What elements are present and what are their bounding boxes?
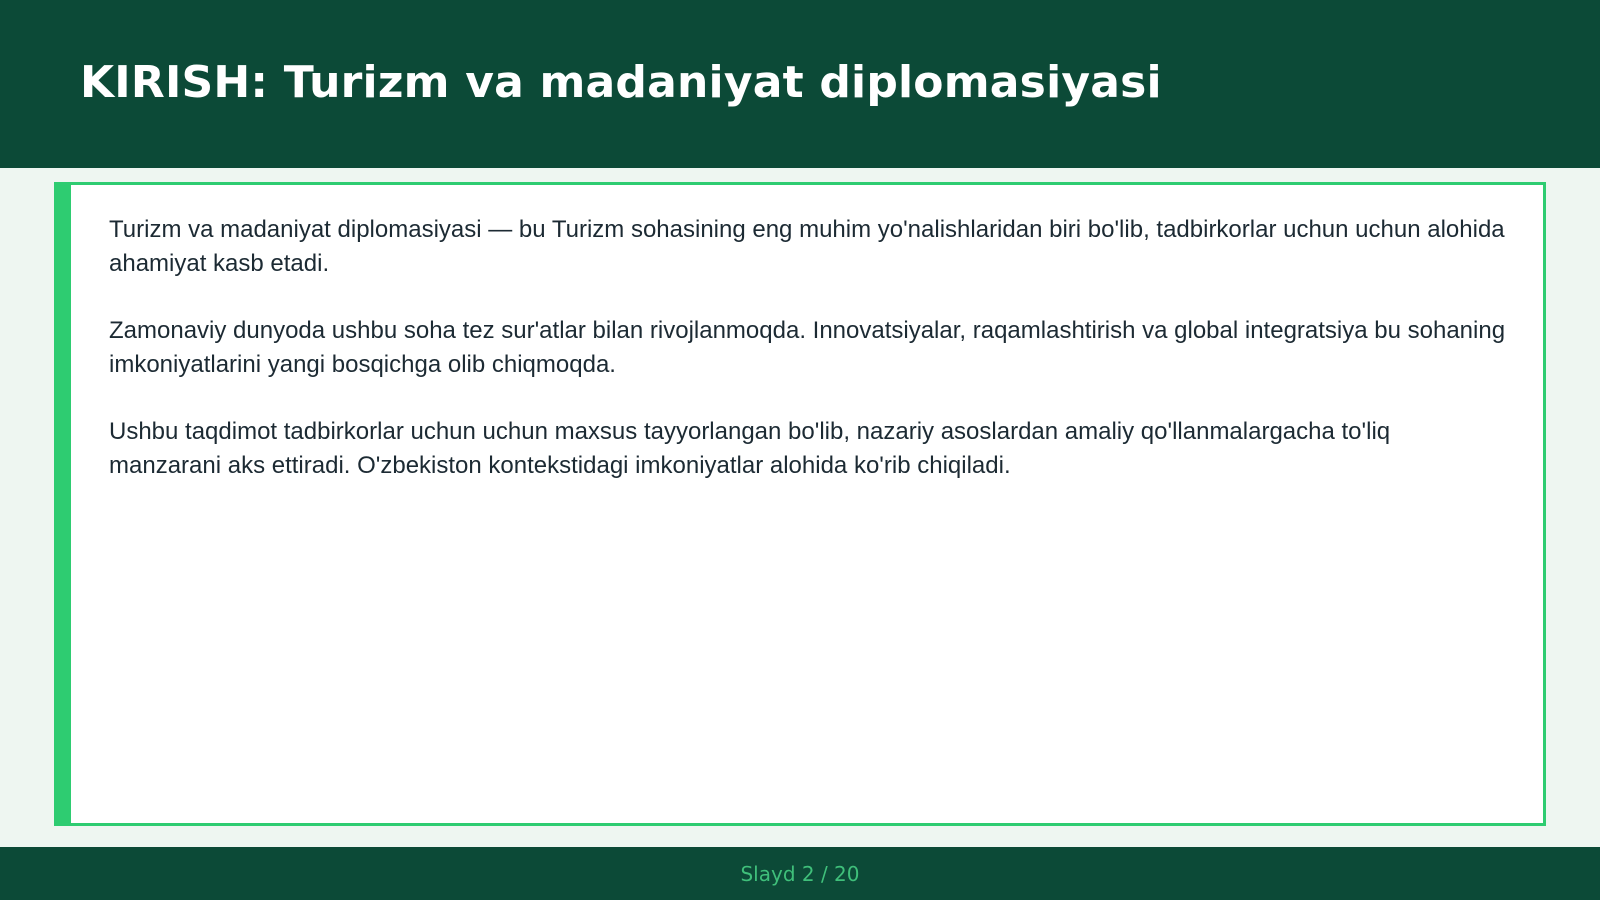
content-paragraph: Ushbu taqdimot tadbirkorlar uchun uchun maxsus tayyorlangan bo'lib, nazariy asoslardan amaliy qo'llanmalargacha to'liq manzarani aks ettiradi. O'zbekiston kontekstidagi imkoniyatlar alohida ko'rib chiqiladi. (109, 418, 1391, 479)
slide-title: KIRISH: Turizm va madaniyat diplomasiyasi (80, 56, 1162, 108)
slide-header (0, 0, 1600, 168)
content-paragraph: Zamonaviy dunyoda ushbu soha tez sur'atlar bilan rivojlanmoqda. Innovatsiyalar, raqamlashtirish va global integratsiya bu sohaning imkoniyatlarini yangi bosqichga olib chiqmoqda. (109, 317, 1506, 378)
slide-counter: Slayd 2 / 20 (740, 861, 860, 886)
content-body (109, 213, 1507, 516)
content-panel (54, 182, 1546, 826)
slide-footer (0, 847, 1600, 900)
content-paragraph: Turizm va madaniyat diplomasiyasi — bu Turizm sohasining eng muhim yo'nalishlaridan biri bo'lib, tadbirkorlar uchun uchun alohida ahamiyat kasb etadi. (109, 216, 1505, 277)
